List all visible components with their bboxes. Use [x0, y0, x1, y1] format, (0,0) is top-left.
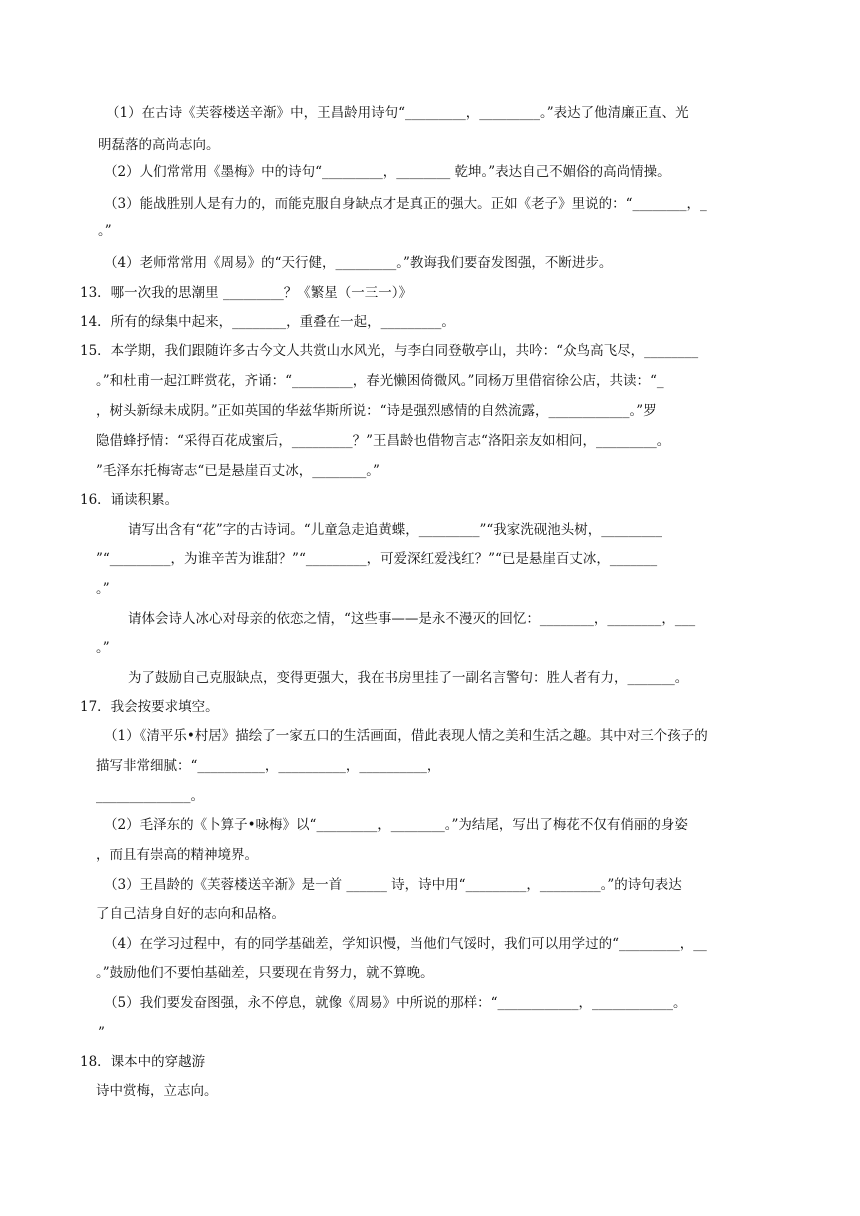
- q17-2-line1: （2）毛泽东的《卜算子•咏梅》以“_________，________。”为结尾，写出了梅花不仅有俏丽的身姿: [104, 817, 688, 833]
- q17-3-line2: 了自己洁身自好的志向和品格。: [96, 906, 285, 922]
- q16-line: 16．诵读积累。: [80, 492, 179, 508]
- q16-part1-line2: ”“_________，为谁辛苦为谁甜？”“_________，可爱深红爱浅红？”“已是悬崖百丈冰，_______: [96, 551, 658, 567]
- q16-part2-line2: 。”: [96, 640, 110, 656]
- q15-line5: ”毛泽东托梅寄志“已是悬崖百丈冰，________。”: [96, 463, 380, 479]
- q15-line4: 隐借蜂抒情：“采得百花成蜜后，_________？”王昌龄也借物言志“洛阳亲友如相问，_________。: [96, 433, 671, 449]
- q13-line: 13．哪一次我的思潮里 _________？《繁星（一三一）》: [80, 285, 412, 301]
- q18-subtitle: 诗中赏梅，立志向。: [96, 1083, 218, 1099]
- q17-3-line1: （3）王昌龄的《芙蓉楼送辛渐》是一首 ______ 诗，诗中用“_________，_________。”的诗句表达: [104, 877, 682, 893]
- q12-3-line1: （3）能战胜别人是有力的，而能克服自身缺点才是真正的强大。正如《老子》里说的：“________，_: [104, 196, 707, 212]
- q15-line3: ，树头新绿未成阴。”正如英国的华兹华斯所说：“诗是强烈感情的自然流露，____________。”罗: [96, 403, 657, 419]
- q17-line: 17．我会按要求填空。: [80, 699, 219, 715]
- q17-1-line2: 描写非常细腻：“__________，__________，__________，: [96, 758, 441, 774]
- q17-4-line1: （4）在学习过程中，有的同学基础差，学知识慢，当他们气馁时，我们可以用学过的“_________，__: [104, 936, 707, 952]
- q17-1-line3: ______________。: [96, 788, 204, 804]
- q16-part3-line: 为了鼓励自己克服缺点，变得更强大，我在书房里挂了一副名言警句：胜人者有力，_______。: [128, 670, 689, 686]
- q17-1-line1: （1）《清平乐•村居》描绘了一家五口的生活画面，借此表现人情之美和生活之趣。其中对三个孩子的: [104, 728, 708, 744]
- q17-4-line2: 。”鼓励他们不要怕基础差，只要现在肯努力，就不算晚。: [96, 965, 434, 981]
- q12-1-line2: 明磊落的高尚志向。: [98, 137, 220, 153]
- q15-line1: 15．本学期，我们跟随许多古今文人共赏山水风光，与李白同登敬亭山，共吟：“众鸟高飞尽，________: [80, 343, 699, 359]
- q18-line: 18．课本中的穿越游: [80, 1054, 206, 1070]
- q15-line2: 。”和杜甫一起江畔赏花，齐诵：“_________，春光懒困倚微风。”同杨万里借宿徐公店，共读：“_: [96, 373, 664, 389]
- q17-5-line1: （5）我们要发奋图强，永不停息，就像《周易》中所说的那样：“____________，____________。: [104, 995, 687, 1011]
- q17-2-line2: ，而且有崇高的精神境界。: [96, 847, 258, 863]
- q12-2-line: （2）人们常常用《墨梅》中的诗句“_________，________ 乾坤。”表达自己不媚俗的高尚情操。: [104, 164, 671, 180]
- q16-part1-line3: 。”: [96, 581, 110, 597]
- q16-part2-line1: 请体会诗人冰心对母亲的依恋之情，“这些事——是永不漫灭的回忆：________，________，___: [128, 611, 696, 627]
- q16-part1-line1: 请写出含有“花”字的古诗词。“儿童急走追黄蝶，_________”“我家洗砚池头树，_________: [128, 522, 663, 538]
- q12-4-line: （4）老师常常用《周易》的“天行健，_________。”教诲我们要奋发图强，不断进步。: [104, 255, 613, 271]
- q12-1-line1: （1）在古诗《芙蓉楼送辛渐》中，王昌龄用诗句“_________，_________。”表达了他清廉正直、光: [106, 105, 689, 121]
- q12-3-line2: 。”: [98, 223, 112, 239]
- q14-line: 14．所有的绿集中起来，________，重叠在一起，_________。: [80, 314, 455, 330]
- q17-5-line2: ”: [98, 1025, 105, 1041]
